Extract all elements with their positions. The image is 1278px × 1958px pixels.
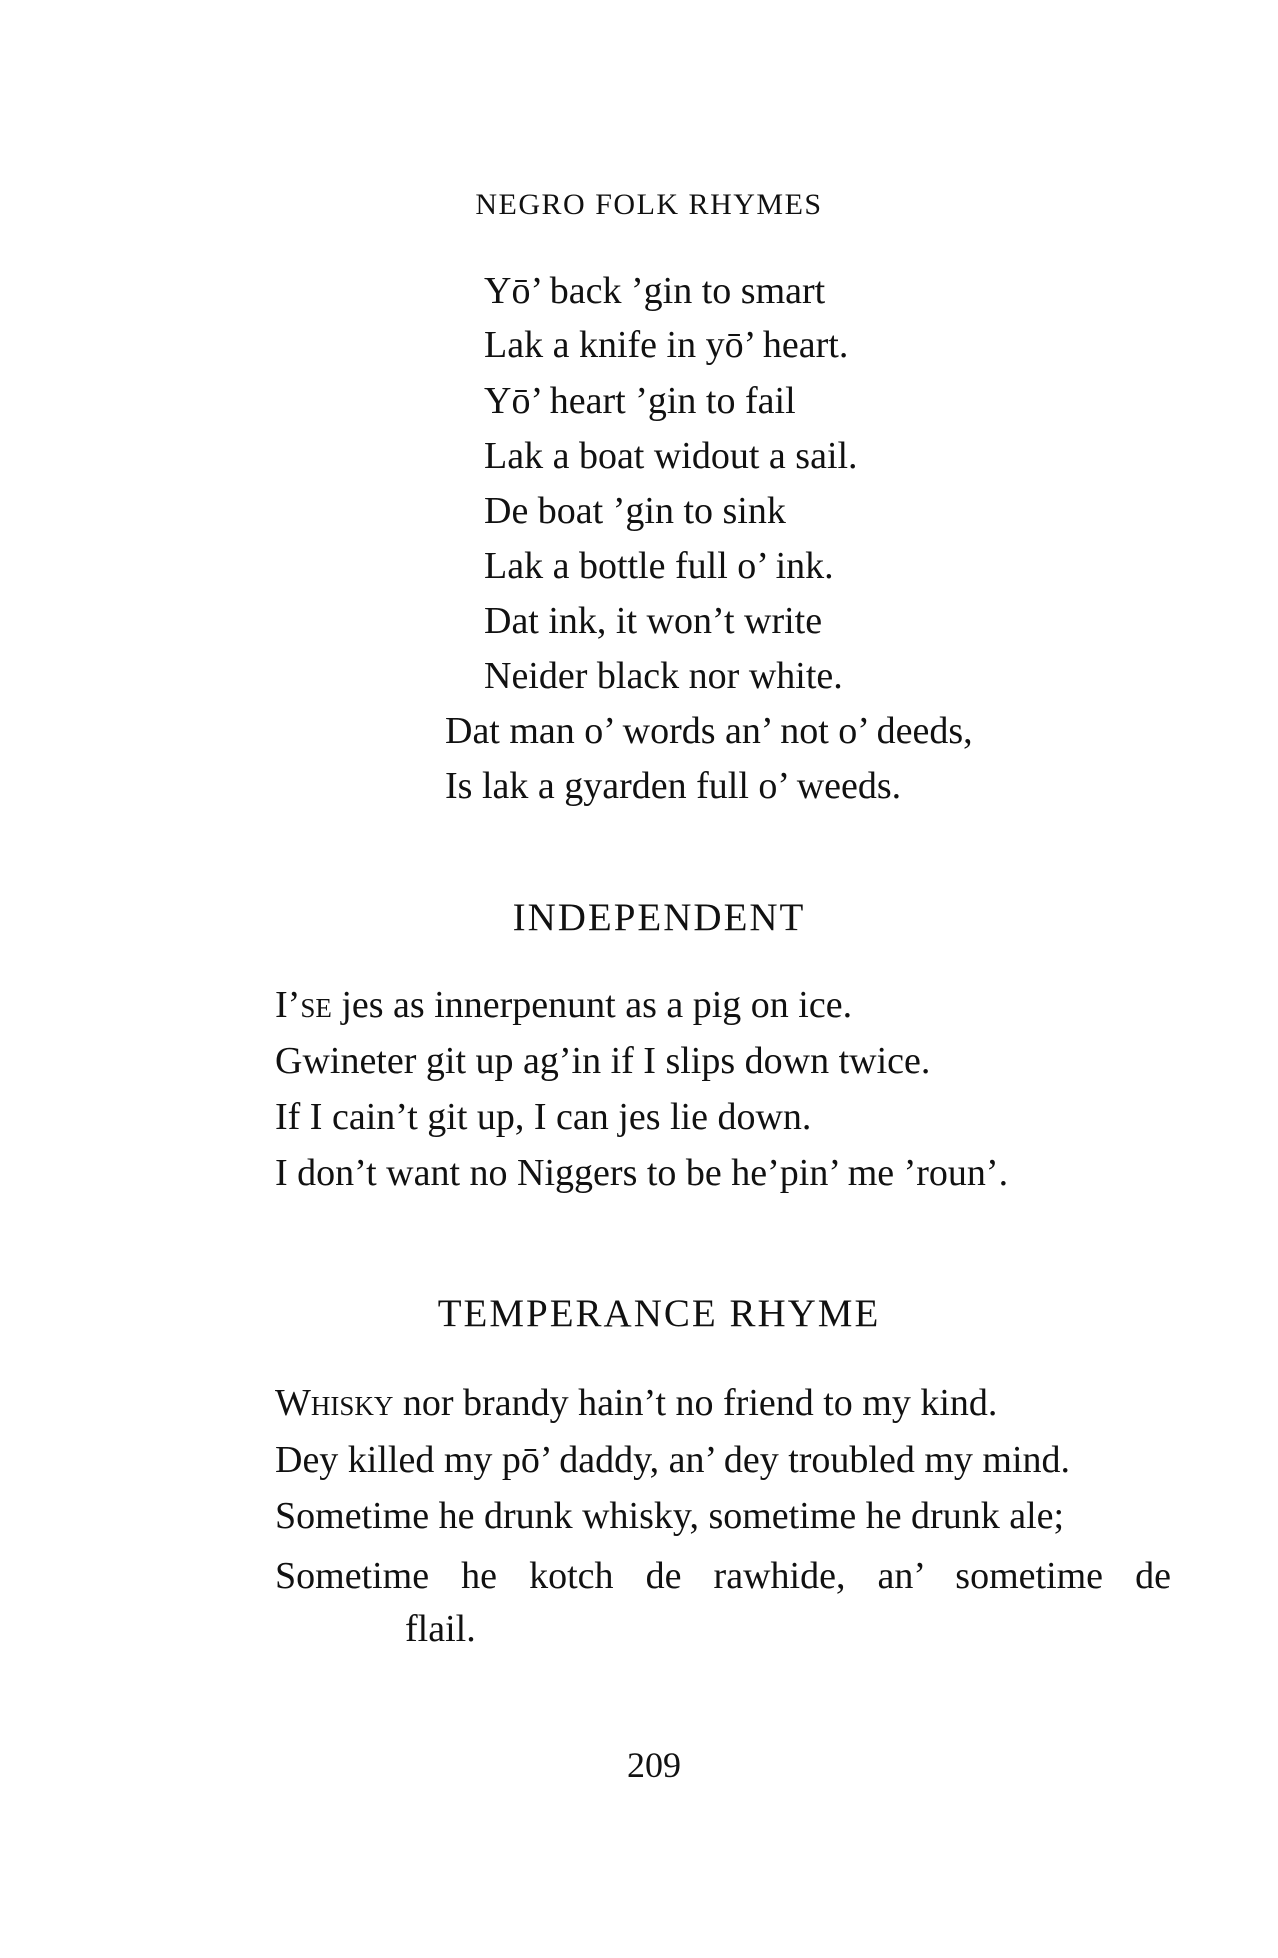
verse-line: Lak a boat widout a sail.	[484, 435, 858, 477]
verse-line: De boat ’gin to sink	[484, 490, 786, 532]
verse-line: Dat ink, it won’t write	[484, 600, 823, 642]
verse-line: Neider black nor white.	[484, 655, 843, 697]
first-word-smallcaps: hisky	[310, 1382, 394, 1424]
verse-line: Sometime he drunk whisky, sometime he drunk ale;	[275, 1495, 1065, 1537]
first-line-rest: nor brandy hain’t no friend to my kind.	[393, 1382, 998, 1424]
first-word-lead: W	[275, 1382, 311, 1424]
first-line-rest: jes as innerpenunt as a pig on ice.	[331, 984, 853, 1026]
verse-line: Lak a bottle full o’ ink.	[484, 545, 834, 587]
verse-line: Yō’ back ’gin to smart	[484, 270, 826, 312]
first-word-smallcaps: se	[300, 984, 332, 1026]
verse-line: Is lak a gyarden full o’ weeds.	[445, 765, 902, 807]
verse-line	[275, 986, 852, 1024]
verse-line: Lak a knife in yō’ heart.	[484, 324, 849, 366]
running-head: NEGRO FOLK RHYMES	[475, 188, 823, 221]
verse-line: Yō’ heart ’gin to fail	[484, 380, 796, 422]
verse-line: Gwineter git up ag’in if I slips down twice.	[275, 1040, 931, 1082]
verse-line: If I cain’t git up, I can jes lie down.	[275, 1096, 812, 1138]
page-number: 209	[627, 1745, 681, 1785]
verse-line: Dey killed my pō’ daddy, an’ dey troubled my mind.	[275, 1439, 1071, 1481]
first-word-lead: I’	[275, 984, 301, 1026]
section-title-independent: INDEPENDENT	[512, 896, 806, 939]
verse-line	[275, 1384, 997, 1422]
verse-line-runover: flail.	[405, 1608, 476, 1650]
verse-line: I don’t want no Niggers to be he’pin’ me ’roun’.	[275, 1152, 1009, 1194]
verse-line: Sometime he kotch de rawhide, an’ sometime de	[275, 1555, 1171, 1597]
verse-line: Dat man o’ words an’ not o’ deeds,	[445, 710, 973, 752]
section-title-temperance: TEMPERANCE RHYME	[437, 1292, 881, 1335]
